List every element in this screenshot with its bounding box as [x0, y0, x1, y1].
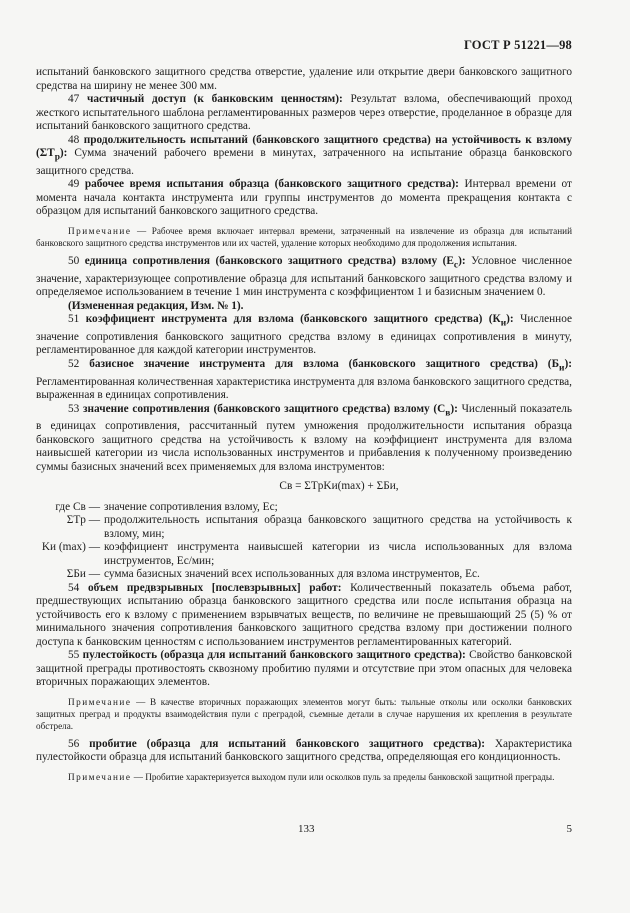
where-label: где — [55, 500, 71, 513]
clause-term-subscript: в — [445, 407, 451, 418]
clause-number: 48 — [68, 133, 80, 146]
clause-term-end: ): — [564, 357, 572, 370]
clause-text: Интервал времени от момента начала контакта инструмента или группы инструментов до момента прекращения контакта с образцом для испытаний банковского защитного средства. — [36, 178, 572, 218]
clause-term: пулестойкость (образца для испытаний банковского защитного средства): — [82, 649, 466, 662]
note-label: Примечание — [68, 225, 132, 236]
clause-term-end: ): — [59, 147, 68, 159]
clause-53 — [36, 403, 572, 475]
note-text: — Пробитие характеризуется выходом пули или осколков пуль за пределы банковской защитной преграды. — [133, 771, 555, 782]
clause-term-end: ): — [506, 313, 514, 325]
legend-text: продолжительность испытания образца банковского защитного средства на устойчивость к взлому, мин; — [104, 514, 572, 540]
clause-term: значение сопротивления (банковского защитного средства) взлому (С — [82, 402, 446, 415]
clause-number: 52 — [68, 357, 80, 370]
formula-legend — [36, 501, 572, 582]
legend-symbol: ΣTр — — [66, 514, 100, 527]
clause-term-subscript: и — [559, 363, 565, 373]
clause-term: продолжительность испытаний (банковского защитного средства) на устойчивость к взлому (ΣT — [36, 133, 572, 159]
clause-55 — [36, 649, 572, 690]
legend-row — [36, 568, 572, 582]
clause-term: единица сопротивления (банковского защитного средства) взлому (Е — [84, 254, 454, 267]
note-text: — Рабочее время включает интервал времени, затраченный на извлечение из образца для испытаний банковского защитного средства инструментов или их частей, удаление которых необходимо для продолжения испытания. — [36, 225, 572, 248]
note-49 — [36, 225, 572, 249]
clause-term-subscript: р — [54, 152, 60, 163]
clause-number: 54 — [68, 581, 80, 594]
clause-49 — [36, 178, 572, 219]
note-text: — В качестве вторичных поражающих элементов могут быть: тыльные отколы или осколки банковских защитных преград и продукты взаимодействия пули с преградой, съемные детали в случае нарушения их крепления в результате обстрела. — [36, 696, 572, 731]
clause-text: Условное численное значение, характеризующее сопротивление образца для испытаний банковского защитного средства взлому и определяемое использованием в течение 1 мин инструмента с коэффициентом 1 и базисным значением 0. — [36, 254, 572, 298]
legend-symbol — [36, 501, 104, 515]
clause-number: 55 — [68, 649, 80, 662]
legend-text: значение сопротивления взлому, Ес; — [104, 500, 278, 513]
amendment-note — [36, 300, 572, 314]
clause-47 — [36, 93, 572, 134]
clause-text: Свойство банковской защитной преграды противостоять сквозному пробитию пулями и отсутствие при этом опасных для человека вторичных поражающих элементов. — [36, 649, 573, 689]
clause-number: 53 — [68, 402, 80, 415]
clause-term-subscript: с — [453, 260, 459, 270]
note-label: Примечание — [68, 696, 132, 707]
clause-term: пробитие (образца для испытаний банковского защитного средства): — [89, 737, 485, 750]
sheet-number: 5 — [566, 823, 572, 835]
formula: Св = ΣTрKи(max) + ΣБи, — [279, 480, 399, 493]
legend-row — [36, 501, 572, 515]
amendment-text: (Измененная редакция, Изм. № 1). — [68, 299, 244, 312]
legend-text: сумма базисных значений всех использованных для взлома инструментов, Ес. — [104, 568, 480, 581]
note-55 — [36, 696, 572, 732]
clause-text: Регламентированная количественная характеристика инструмента для взлома банковского защитного средства, выраженная в единицах сопротивления. — [36, 375, 572, 401]
clause-number: 47 — [68, 93, 80, 105]
clause-number: 56 — [68, 737, 80, 750]
clause-50 — [36, 255, 572, 300]
clause-term-subscript: и — [500, 318, 507, 329]
legend-row — [36, 541, 572, 568]
note-label: Примечание — [68, 771, 132, 782]
clause-text: Численное значение сопротивления банковского защитного средства взлому в единицах сопротивления в минуту, регламентированное для каждой категории инструментов. — [36, 313, 573, 357]
clause-term: рабочее время испытания образца (банковского защитного средства): — [84, 178, 459, 191]
clause-56 — [36, 738, 572, 765]
clause-number: 50 — [68, 254, 80, 267]
clause-term-end: ): — [450, 402, 458, 415]
clause-54 — [36, 582, 572, 650]
page-number: 133 — [298, 823, 315, 835]
clause-51 — [36, 313, 572, 358]
paragraph-continuation: испытаний банковского защитного средства отверстие, удаление или открытие двери банковского защитного средства на ширину не менее 300 мм. — [36, 66, 572, 92]
clause-term: базисное значение инструмента для взлома (банковского защитного средства) (Б — [89, 357, 560, 370]
clause-52 — [36, 358, 572, 403]
legend-row — [36, 514, 572, 541]
clause-48 — [36, 134, 572, 179]
legend-symbol-text: Св — — [73, 500, 100, 513]
clause-text: Сумма значений рабочего времени в минутах, затраченного на испытание образца банковского защитного средства. — [36, 147, 573, 177]
legend-text: коэффициент инструмента наивысшей категории из числа использованных для взлома инструментов, Ес/мин; — [104, 541, 572, 567]
clause-term: частичный доступ (к банковским ценностям): — [87, 93, 343, 105]
legend-symbol: Kи (max) — — [41, 541, 100, 554]
clause-term: коэффициент инструмента для взлома (банковского защитного средства) (К — [85, 313, 501, 325]
legend-symbol: ΣБи — — [66, 568, 100, 581]
clause-text: Результат взлома, обеспечивающий проход жесткого испытательного шаблона регламентированных размеров через отверстие, проделанное в образце для испытаний банковского защитного средства. — [36, 93, 572, 132]
clause-text: Количественный показатель объема работ, предшествующих испытанию образца банковского защитного средства или после испытания образца на устойчивость его к взлому с применением взрывчатых веществ, по величине не превышающий 25 (5) % от минимального значения сопротивления банковского защитного средства взлому при достижении полного доступа к банковским ценностям с использованием инструментов регламентированных категорий. — [36, 581, 573, 648]
document-body — [36, 66, 572, 789]
clause-term-end: ): — [458, 254, 466, 267]
note-56 — [36, 771, 572, 783]
clause-term: объем предвзрывных [послевзрывных] работ: — [87, 581, 342, 594]
clause-number: 49 — [68, 178, 80, 191]
clause-text: Характеристика пулестойкости образца для испытаний банковского защитного средства, определяющая его кондиционность. — [36, 737, 572, 764]
standard-header: ГОСТ Р 51221—98 — [463, 38, 572, 52]
clause-text: Численный показатель в единицах сопротивления, рассчитанный путем умножения продолжительности испытания образца банковского защитного средства на устойчивость к взлому на коэффициент инструмента для взлома наивысшей категории из числа использованных инструментов и прибавления к полученному произведению суммы базисных значений всех применяемых для взлома инструментов: — [36, 402, 573, 473]
clause-number: 51 — [68, 313, 80, 325]
